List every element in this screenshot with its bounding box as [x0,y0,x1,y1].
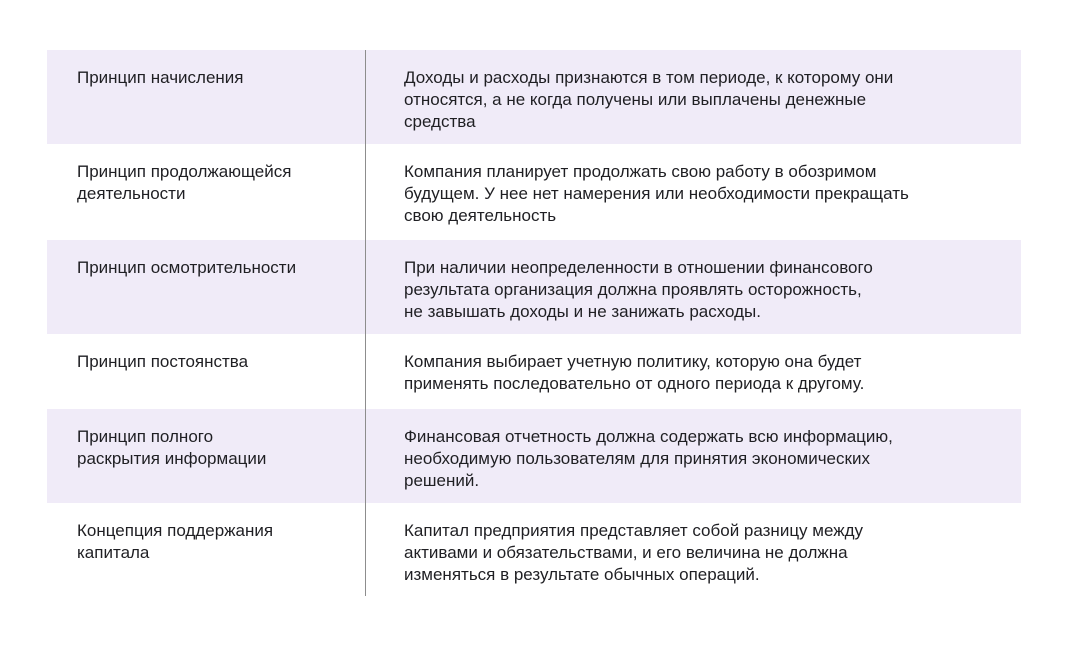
table-row [47,334,1021,409]
table-row [47,409,1021,503]
table-row [47,240,1021,334]
principle-term: Принцип постоянства [77,352,249,371]
principle-definition: Финансовая отчетность должна содержать всю информацию, необходимую пользователям для принятия экономических решений. [404,427,893,490]
principle-definition: Компания выбирает учетную политику, которую она будет применять последовательно от одного периода к другому. [404,352,865,393]
principle-term: Принцип полного раскрытия информации [77,427,267,468]
principle-definition: При наличии неопределенности в отношении финансового результата организация должна проявлять осторожность, не завышать доходы и не занижать расходы. [404,258,873,321]
table-row [47,144,1021,240]
table-row [47,503,1021,596]
principle-term: Принцип продолжающейся деятельности [77,162,292,203]
principle-definition: Капитал предприятия представляет собой разницу между активами и обязательствами, и его величина не должна изменяться в результате обычных операций. [404,521,864,584]
accounting-principles-table [47,50,1021,596]
principle-term: Концепция поддержания капитала [77,521,274,562]
principle-term: Принцип осмотрительности [77,258,297,277]
principle-definition: Компания планирует продолжать свою работу в обозримом будущем. У нее нет намерения или необходимости прекращать свою деятельность [404,162,909,225]
column-divider [365,50,366,596]
table-row [47,50,1021,144]
principle-term: Принцип начисления [77,68,244,87]
principle-definition: Доходы и расходы признаются в том периоде, к которому они относятся, а не когда получены или выплачены денежные средства [404,68,894,131]
